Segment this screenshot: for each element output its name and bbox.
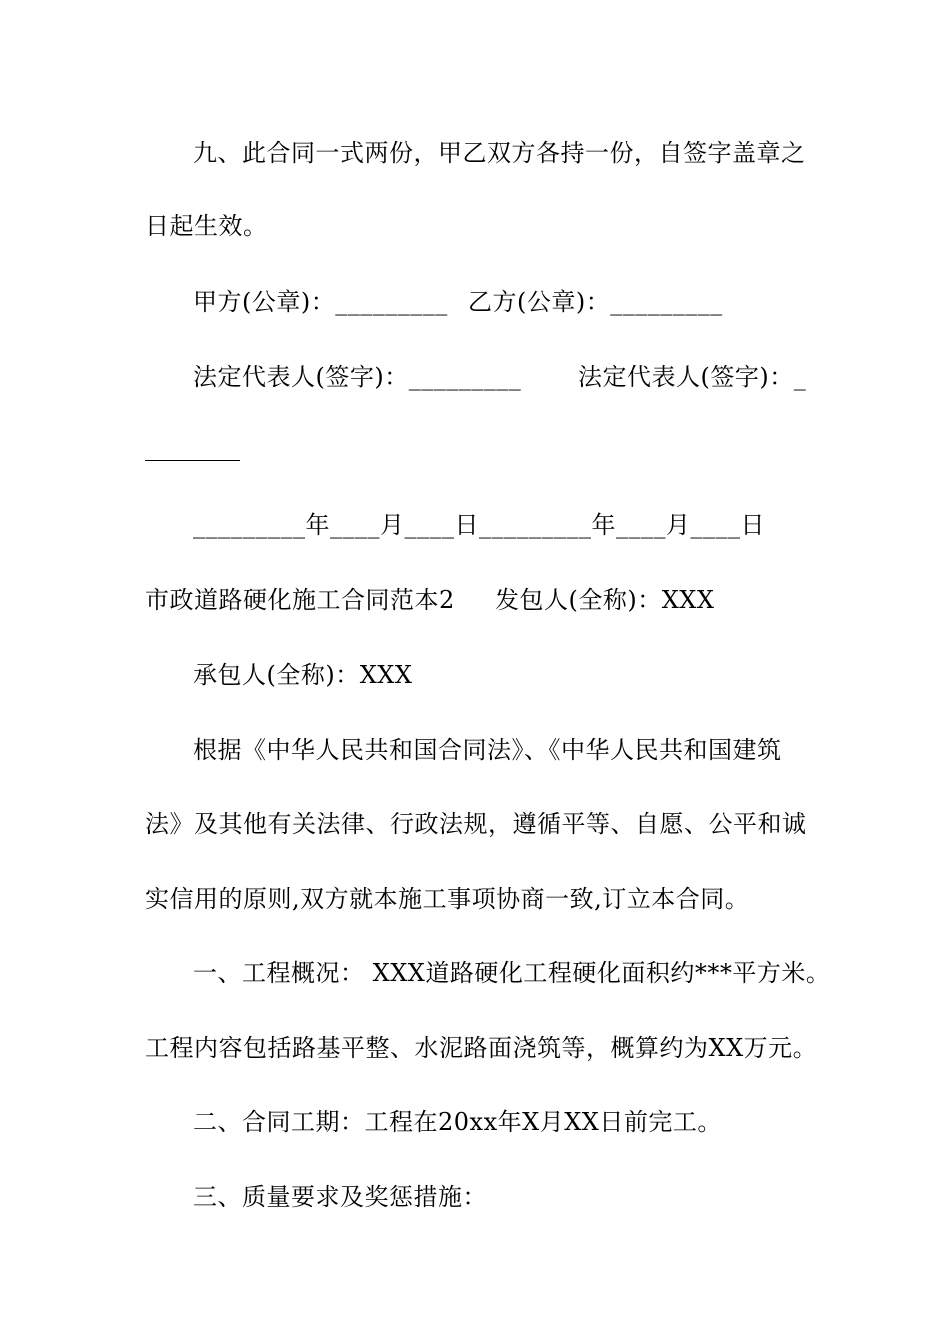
legal-basis-line-3: 实信用的原则,双方就本施工事项协商一致,订立本合同。 — [145, 885, 750, 913]
party-b-seal: 乙方(公章)：_________ — [468, 288, 723, 316]
party-a-seal: 甲方(公章)：_________ — [193, 288, 448, 316]
contract-period: 二、合同工期：工程在20xx年X月XX日前完工。 — [193, 1108, 722, 1136]
signature-line-continuation — [145, 460, 240, 461]
legal-basis-line-2: 法》及其他有关法律、行政法规，遵循平等、自愿、公平和诚 — [145, 810, 807, 838]
legal-rep-b: 法定代表人(签字)：_ — [578, 363, 807, 391]
contractor-name: 承包人(全称)：XXX — [193, 661, 413, 689]
project-overview-line-1: 一、工程概况： XXX道路硬化工程硬化面积约***平方米。 — [193, 959, 831, 987]
date-line-b: _________年____月____日 — [479, 511, 765, 539]
clause-9-line-2: 日起生效。 — [145, 212, 268, 240]
quality-requirements-heading: 三、质量要求及奖惩措施： — [193, 1183, 487, 1211]
contract-2-title: 市政道路硬化施工合同范本2 — [145, 586, 455, 614]
legal-basis-line-1: 根据《中华人民共和国合同法》、《中华人民共和国建筑 — [193, 736, 782, 764]
legal-rep-a: 法定代表人(签字)：_________ — [193, 363, 522, 391]
date-line-a: _________年____月____日 — [193, 511, 479, 539]
project-overview-line-2: 工程内容包括路基平整、水泥路面浇筑等，概算约为XX万元。 — [145, 1034, 818, 1062]
employer-name: 发包人(全称)：XXX — [495, 586, 715, 614]
clause-9-line-1: 九、此合同一式两份，甲乙双方各持一份，自签字盖章之 — [193, 139, 806, 167]
